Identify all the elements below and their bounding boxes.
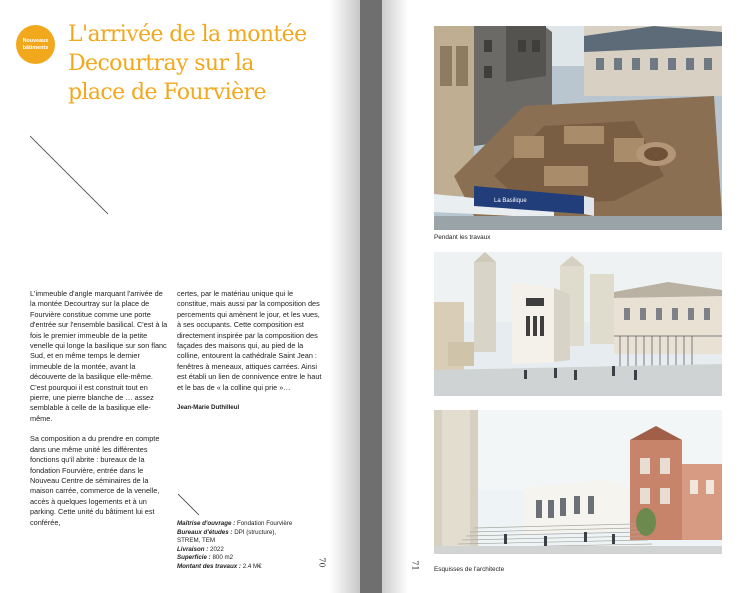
credit-row: Maîtrise d'ouvrage : Fondation Fourvière	[177, 520, 293, 527]
credit-row: Montant des travaux : 2.4 M€	[177, 562, 262, 570]
credit-row: Bureaux d'études : DPI (structure),	[177, 528, 277, 536]
credit-row: Superficie : 800 m2	[177, 554, 234, 562]
text-column-2	[177, 289, 325, 413]
caption-sketches: Esquisses de l'architecte	[434, 566, 505, 573]
decorative-small-line	[176, 492, 202, 518]
badge-line-1: Nouveaux	[22, 38, 49, 45]
title-line-2: Decourtray sur la	[68, 51, 254, 76]
project-credits	[177, 520, 327, 572]
title-line-3: place de Fourvière	[68, 80, 266, 105]
badge-line-2: bâtiments	[22, 44, 49, 51]
caption-construction: Pendant les travaux	[434, 234, 491, 241]
title-line-1: L'arrivée de la montée	[68, 22, 307, 47]
article-title	[68, 20, 338, 107]
page-number-left: 70	[317, 557, 327, 568]
text-column-1	[30, 289, 170, 538]
right-page	[382, 0, 742, 593]
paragraph-3: certes, par le matériau unique qui le constitue, mais aussi par la composition des percements qui amènent le jour, et les vues, à ses occupants. Cette composition est directement inspirée par la composition des façades des maisons qui, au pied de la colline, entourent la cathédrale Saint Jean : fenêtres à meneaux, attiques carrées. Ainsi est établi un lien de connivence entre le haut et le bas de « la colline qui prie »…	[177, 289, 322, 392]
construction-photo	[434, 26, 722, 230]
site-banner-text: La Basilique	[494, 198, 527, 204]
section-badge	[16, 25, 55, 64]
credit-row: STREM, TEM	[177, 537, 216, 545]
author-name: Jean-Marie Duthilleul	[177, 404, 240, 412]
credit-row: Livraison : 2022	[177, 545, 224, 553]
paragraph-1: L'immeuble d'angle marquant l'arrivée de la montée Decourtray sur la place de Fourvière constitue comme une porte d'entrée sur l'ensemble basilical. C'est à la fois le premier immeuble de la petite venelle qui longe la basilique sur son flanc Sud, et en même temps le dernier immeuble de la montée, avant la découverte de la basilique elle-même. C'est pourquoi il est construit tout en pierre, une pierre blanche de … assez semblable à celle de la basilique elle-même.	[30, 289, 168, 423]
gutter-shadow-right	[382, 0, 408, 593]
gutter-shadow-left	[330, 0, 360, 593]
architect-sketch-2	[434, 410, 722, 554]
decorative-diagonal-line	[28, 134, 112, 218]
left-page	[0, 0, 360, 593]
architect-sketch-1	[434, 252, 722, 396]
paragraph-2: Sa composition a du prendre en compte dans une même unité les différentes fonctions qu'il abrite : bureaux de la fondation Fourvière, entrée dans le Nouveau Centre de séminaires de la maison carrée, commerce de la venelle, accès à quelques logements et à un parking. Cette unité du bâtiment lui est conférée,	[30, 434, 160, 527]
page-number-right: 71	[410, 560, 420, 571]
